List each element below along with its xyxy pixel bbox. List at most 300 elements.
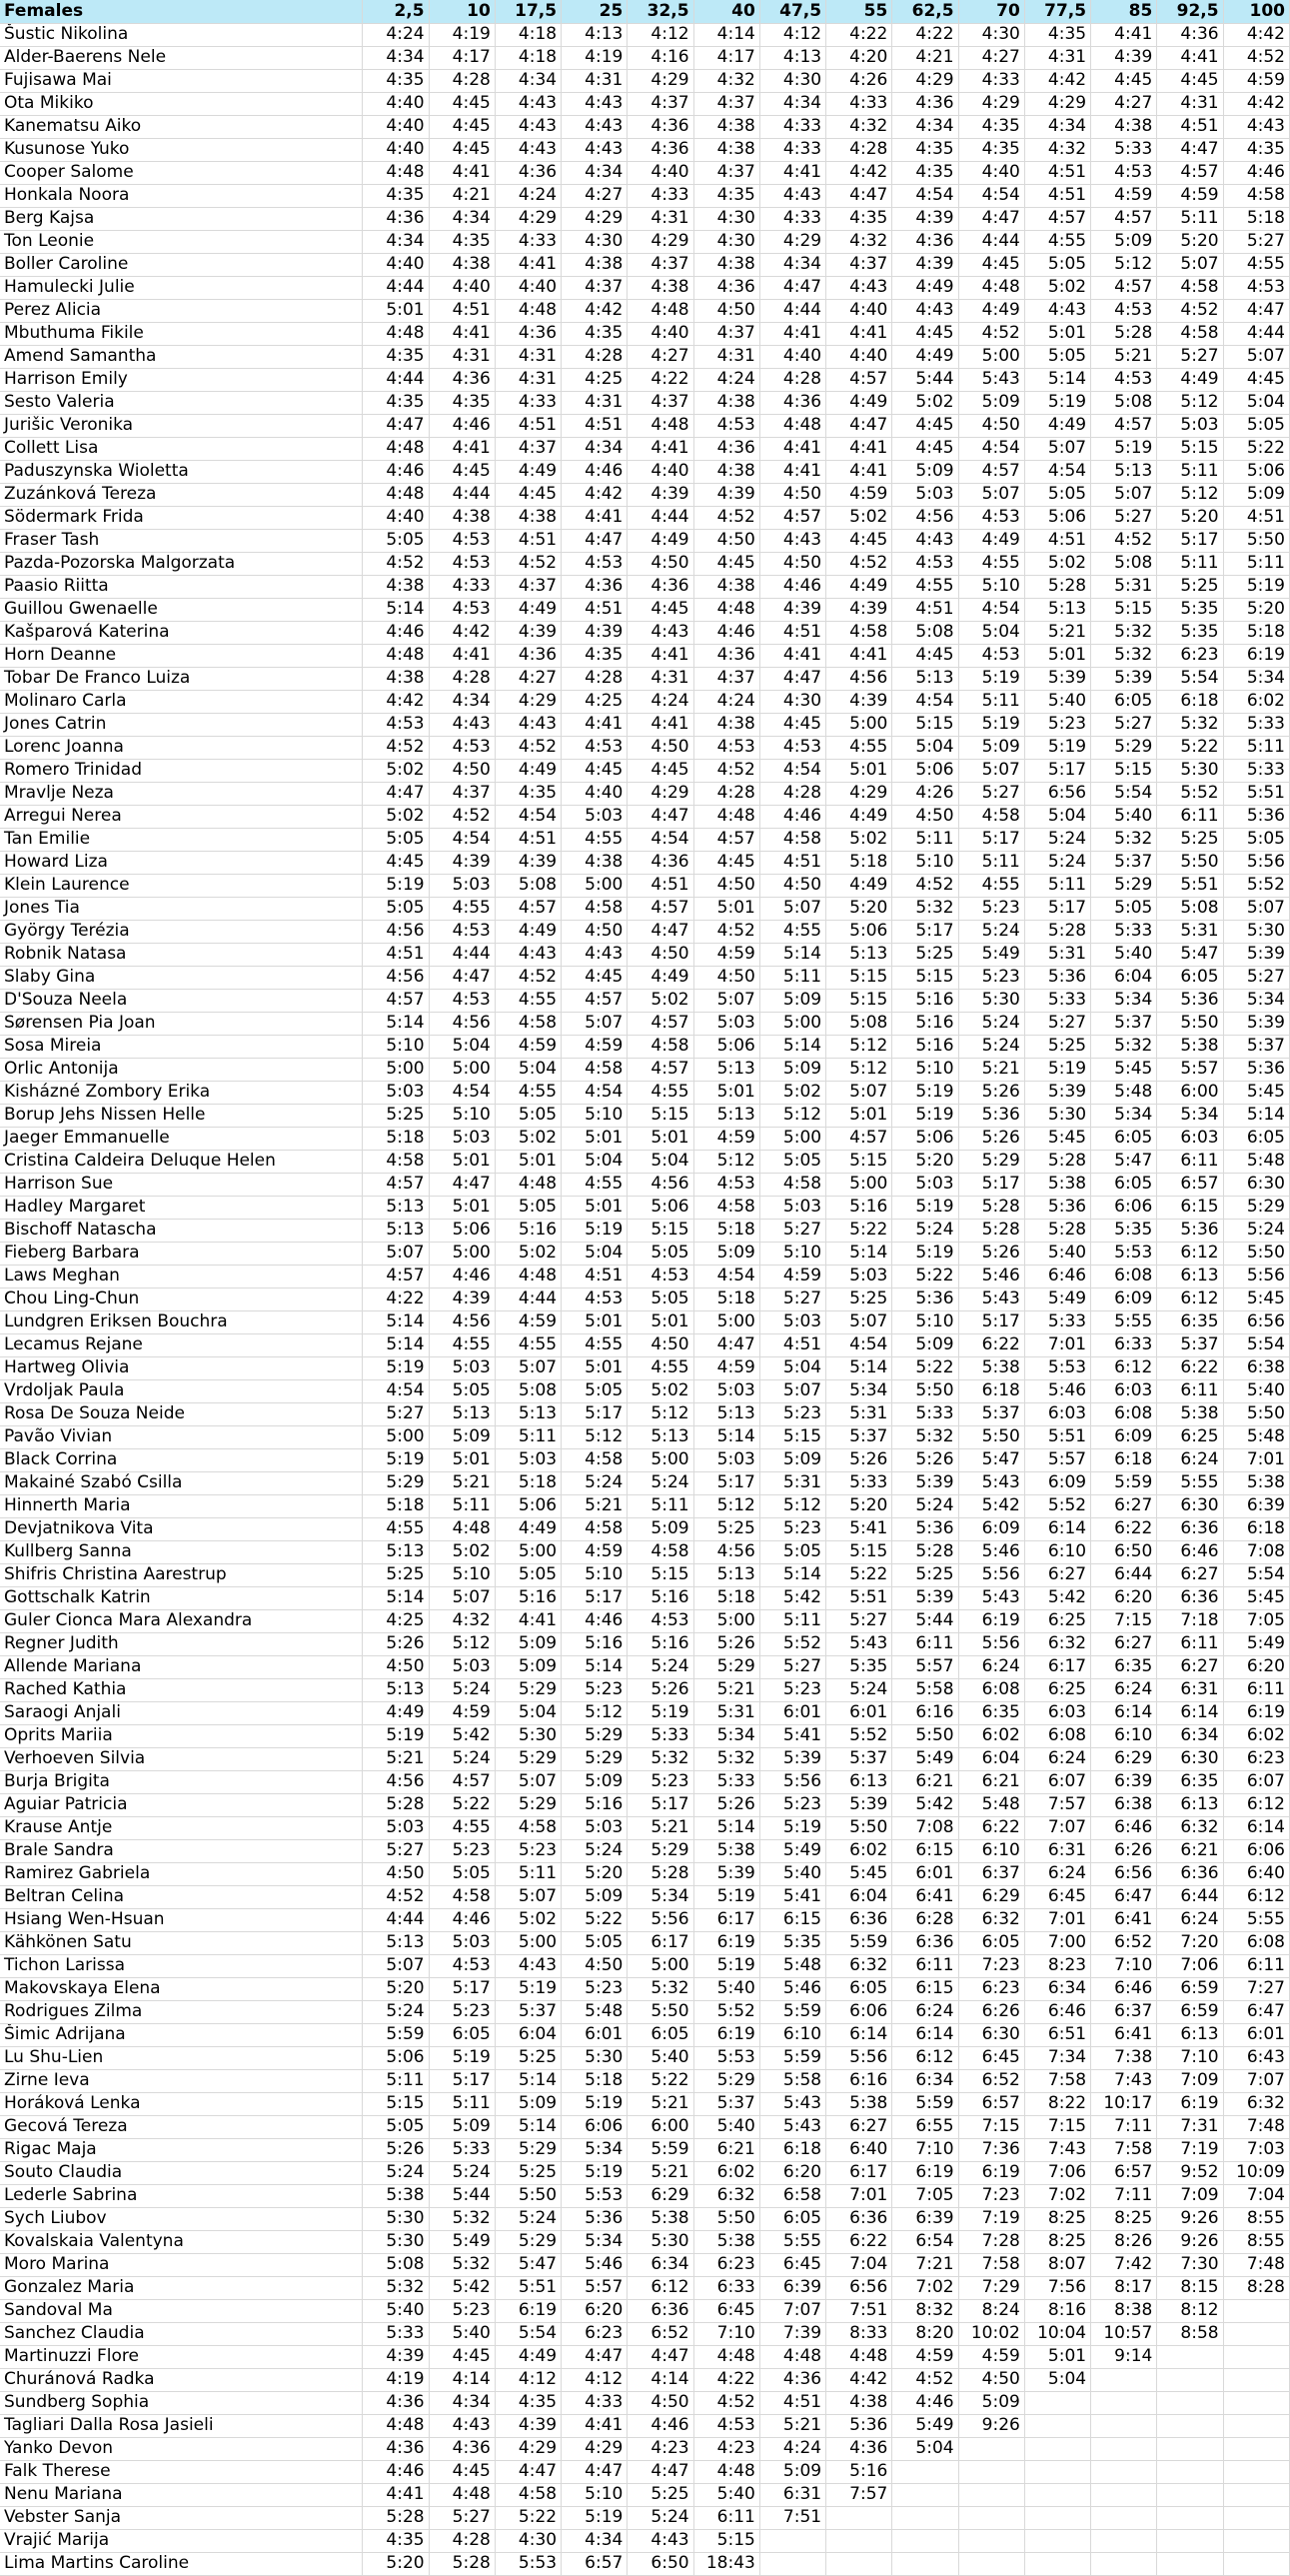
split-time-cell: 4:59 bbox=[892, 2345, 958, 2368]
column-header-distance: 92,5 bbox=[1157, 0, 1223, 23]
split-time-cell: 5:04 bbox=[892, 2437, 958, 2460]
split-time-cell: 4:39 bbox=[693, 483, 759, 506]
split-time-cell: 4:35 bbox=[1223, 138, 1289, 161]
split-time-cell: 5:30 bbox=[1157, 759, 1223, 782]
split-time-cell: 5:20 bbox=[826, 1494, 892, 1517]
split-time-cell: 6:44 bbox=[1091, 1563, 1157, 1586]
athlete-name-cell: Rosa De Souza Neide bbox=[0, 1402, 363, 1425]
split-time-cell: 4:39 bbox=[495, 621, 561, 644]
split-time-cell: 4:47 bbox=[628, 2345, 693, 2368]
split-time-cell: 4:57 bbox=[1091, 414, 1157, 437]
athlete-name-cell: György Terézia bbox=[0, 920, 363, 943]
athlete-name-cell: Rodrigues Zilma bbox=[0, 2000, 363, 2023]
table-row bbox=[0, 1517, 1290, 1540]
split-time-cell: 6:18 bbox=[759, 2138, 825, 2161]
table-row bbox=[0, 1885, 1290, 1908]
split-time-cell: 5:01 bbox=[1024, 2345, 1090, 2368]
split-time-cell: 6:12 bbox=[1157, 1242, 1223, 1265]
split-time-cell: 6:57 bbox=[958, 2092, 1024, 2115]
split-time-cell: 5:02 bbox=[429, 1540, 495, 1563]
split-time-cell: 5:01 bbox=[628, 1127, 693, 1150]
split-time-cell: 5:05 bbox=[429, 1862, 495, 1885]
split-time-cell: 6:12 bbox=[892, 2046, 958, 2069]
split-time-cell bbox=[1091, 2529, 1157, 2552]
split-time-cell bbox=[1223, 2345, 1289, 2368]
split-time-cell bbox=[1024, 2483, 1090, 2506]
split-time-cell: 5:15 bbox=[826, 989, 892, 1012]
split-time-cell: 4:25 bbox=[363, 1609, 429, 1632]
split-time-cell: 4:46 bbox=[363, 460, 429, 483]
split-time-cell: 5:11 bbox=[495, 1862, 561, 1885]
split-time-cell: 4:41 bbox=[429, 644, 495, 667]
table-row bbox=[0, 598, 1290, 621]
split-time-cell: 5:00 bbox=[363, 1058, 429, 1081]
split-time-cell: 5:11 bbox=[759, 1609, 825, 1632]
split-time-cell: 6:29 bbox=[1091, 1747, 1157, 1770]
split-time-cell: 4:44 bbox=[429, 943, 495, 966]
split-time-cell: 5:19 bbox=[429, 2046, 495, 2069]
split-time-cell: 4:58 bbox=[562, 897, 628, 920]
split-time-cell: 5:19 bbox=[892, 1196, 958, 1219]
split-time-cell: 4:34 bbox=[429, 2391, 495, 2414]
split-time-cell bbox=[826, 2529, 892, 2552]
split-time-cell: 5:49 bbox=[892, 2414, 958, 2437]
split-time-cell: 4:41 bbox=[562, 713, 628, 736]
athlete-name-cell: Sesto Valeria bbox=[0, 391, 363, 414]
split-time-cell: 6:46 bbox=[1091, 1816, 1157, 1839]
split-time-cell: 8:38 bbox=[1091, 2299, 1157, 2322]
split-time-cell: 4:48 bbox=[363, 161, 429, 184]
split-time-cell: 6:10 bbox=[958, 1839, 1024, 1862]
split-time-cell: 8:07 bbox=[1024, 2253, 1090, 2276]
split-time-cell: 7:23 bbox=[958, 1954, 1024, 1977]
split-time-cell: 7:07 bbox=[759, 2299, 825, 2322]
split-time-cell: 5:27 bbox=[429, 2506, 495, 2529]
split-time-cell: 4:30 bbox=[958, 23, 1024, 46]
split-time-cell: 5:08 bbox=[363, 2253, 429, 2276]
table-row bbox=[0, 1196, 1290, 1219]
split-time-cell: 5:03 bbox=[562, 1816, 628, 1839]
split-time-cell: 5:11 bbox=[429, 1494, 495, 1517]
split-time-cell: 4:19 bbox=[429, 23, 495, 46]
split-time-cell: 4:33 bbox=[759, 207, 825, 230]
split-time-cell: 5:52 bbox=[1157, 782, 1223, 805]
athlete-name-cell: Boller Caroline bbox=[0, 253, 363, 276]
split-time-cell: 4:31 bbox=[562, 391, 628, 414]
split-time-cell: 5:14 bbox=[363, 1586, 429, 1609]
split-time-cell: 4:57 bbox=[1091, 207, 1157, 230]
split-time-cell: 4:31 bbox=[1157, 92, 1223, 115]
split-time-cell: 5:43 bbox=[958, 368, 1024, 391]
athlete-name-cell: Sosa Mireia bbox=[0, 1035, 363, 1058]
table-row bbox=[0, 1908, 1290, 1931]
split-time-cell: 5:57 bbox=[1157, 1058, 1223, 1081]
split-time-cell bbox=[1223, 2414, 1289, 2437]
split-time-cell bbox=[1157, 2552, 1223, 2575]
split-time-cell: 4:55 bbox=[826, 736, 892, 759]
split-time-cell: 4:36 bbox=[363, 207, 429, 230]
table-row bbox=[0, 2552, 1290, 2575]
split-time-cell: 4:45 bbox=[1157, 69, 1223, 92]
column-header-distance: 10 bbox=[429, 0, 495, 23]
table-row bbox=[0, 621, 1290, 644]
split-time-cell: 6:05 bbox=[826, 1977, 892, 2000]
split-time-cell: 6:14 bbox=[1024, 1517, 1090, 1540]
split-time-cell: 8:55 bbox=[1223, 2230, 1289, 2253]
split-time-cell: 4:28 bbox=[826, 138, 892, 161]
split-time-cell: 6:18 bbox=[1157, 690, 1223, 713]
column-header-distance: 40 bbox=[693, 0, 759, 23]
split-time-cell: 7:03 bbox=[1223, 2138, 1289, 2161]
athlete-name-cell: Yanko Devon bbox=[0, 2437, 363, 2460]
table-row bbox=[0, 1839, 1290, 1862]
split-time-cell: 4:21 bbox=[892, 46, 958, 69]
split-time-cell: 5:01 bbox=[429, 1150, 495, 1173]
split-time-cell: 5:12 bbox=[1091, 253, 1157, 276]
split-time-cell: 7:39 bbox=[759, 2322, 825, 2345]
split-time-cell: 6:15 bbox=[1157, 1196, 1223, 1219]
split-time-cell: 4:47 bbox=[826, 184, 892, 207]
split-time-cell: 5:09 bbox=[693, 1242, 759, 1265]
split-time-cell: 5:15 bbox=[826, 966, 892, 989]
split-time-cell: 4:46 bbox=[759, 575, 825, 598]
split-time-cell: 5:24 bbox=[958, 1012, 1024, 1035]
split-time-cell: 5:00 bbox=[826, 1173, 892, 1196]
split-time-cell: 4:42 bbox=[1223, 92, 1289, 115]
split-time-cell: 5:35 bbox=[826, 1655, 892, 1678]
split-time-cell: 6:10 bbox=[759, 2023, 825, 2046]
split-time-cell: 4:28 bbox=[429, 667, 495, 690]
split-time-cell: 4:24 bbox=[693, 368, 759, 391]
split-time-cell: 5:03 bbox=[429, 1356, 495, 1379]
split-time-cell: 4:38 bbox=[562, 851, 628, 874]
athlete-name-cell: Rigac Maja bbox=[0, 2138, 363, 2161]
split-time-cell: 5:13 bbox=[892, 667, 958, 690]
split-time-cell: 8:33 bbox=[826, 2322, 892, 2345]
table-row bbox=[0, 138, 1290, 161]
split-time-cell: 5:41 bbox=[759, 1724, 825, 1747]
split-time-cell: 4:36 bbox=[759, 2368, 825, 2391]
split-time-cell: 5:23 bbox=[759, 1793, 825, 1816]
split-time-cell: 5:54 bbox=[1223, 1333, 1289, 1356]
split-time-cell: 5:59 bbox=[363, 2023, 429, 2046]
split-time-cell: 6:57 bbox=[1091, 2161, 1157, 2184]
split-time-cell: 4:54 bbox=[693, 1265, 759, 1288]
split-time-cell: 5:09 bbox=[759, 1448, 825, 1471]
split-time-cell: 8:25 bbox=[1024, 2230, 1090, 2253]
split-time-cell: 4:52 bbox=[495, 966, 561, 989]
split-time-cell: 5:43 bbox=[759, 2092, 825, 2115]
split-time-cell: 5:45 bbox=[1091, 1058, 1157, 1081]
split-time-cell: 4:41 bbox=[759, 322, 825, 345]
split-time-cell: 5:09 bbox=[958, 2391, 1024, 2414]
split-time-cell: 4:44 bbox=[429, 483, 495, 506]
split-time-cell bbox=[892, 2483, 958, 2506]
split-time-cell: 4:51 bbox=[429, 299, 495, 322]
split-time-cell: 5:58 bbox=[892, 1678, 958, 1701]
split-time-cell: 5:18 bbox=[826, 851, 892, 874]
split-time-cell: 5:44 bbox=[892, 1609, 958, 1632]
split-time-cell: 4:59 bbox=[1223, 69, 1289, 92]
split-time-cell bbox=[1091, 2483, 1157, 2506]
split-time-cell: 4:57 bbox=[826, 368, 892, 391]
split-time-cell: 5:31 bbox=[1091, 575, 1157, 598]
split-time-cell: 5:23 bbox=[759, 1517, 825, 1540]
split-time-cell: 6:05 bbox=[429, 2023, 495, 2046]
split-time-cell: 5:38 bbox=[1223, 1471, 1289, 1494]
athlete-name-cell: Hsiang Wen-Hsuan bbox=[0, 1908, 363, 1931]
split-time-cell: 6:25 bbox=[1024, 1609, 1090, 1632]
split-time-cell: 4:52 bbox=[1157, 299, 1223, 322]
split-time-cell: 5:55 bbox=[1091, 1310, 1157, 1333]
split-time-cell: 7:23 bbox=[958, 2184, 1024, 2207]
athlete-name-cell: Amend Samantha bbox=[0, 345, 363, 368]
split-time-cell: 18:43 bbox=[693, 2552, 759, 2575]
split-time-cell: 5:47 bbox=[1091, 1150, 1157, 1173]
split-time-cell: 4:41 bbox=[826, 437, 892, 460]
split-time-cell: 5:14 bbox=[693, 1816, 759, 1839]
split-time-cell: 4:41 bbox=[363, 2483, 429, 2506]
split-time-cell: 4:37 bbox=[495, 575, 561, 598]
split-time-cell: 4:43 bbox=[628, 621, 693, 644]
split-time-cell: 6:46 bbox=[1157, 1540, 1223, 1563]
split-time-cell: 4:53 bbox=[628, 1609, 693, 1632]
split-time-cell: 6:13 bbox=[1157, 1265, 1223, 1288]
split-time-cell: 4:45 bbox=[562, 759, 628, 782]
split-time-cell: 4:39 bbox=[363, 2345, 429, 2368]
split-time-cell: 6:32 bbox=[958, 1908, 1024, 1931]
split-time-cell: 5:26 bbox=[363, 1632, 429, 1655]
split-time-cell: 4:12 bbox=[562, 2368, 628, 2391]
split-time-cell: 4:59 bbox=[826, 483, 892, 506]
split-time-cell: 5:54 bbox=[1091, 782, 1157, 805]
split-time-cell: 6:52 bbox=[958, 2069, 1024, 2092]
split-time-cell: 4:59 bbox=[693, 1356, 759, 1379]
athlete-name-cell: Krause Antje bbox=[0, 1816, 363, 1839]
split-time-cell: 6:15 bbox=[892, 1839, 958, 1862]
split-time-cell: 4:35 bbox=[1024, 23, 1090, 46]
split-time-cell: 6:47 bbox=[1091, 1885, 1157, 1908]
split-time-cell: 5:12 bbox=[693, 1150, 759, 1173]
split-time-cell: 5:50 bbox=[1157, 1012, 1223, 1035]
split-time-cell: 4:40 bbox=[429, 276, 495, 299]
split-time-cell bbox=[1091, 2506, 1157, 2529]
split-time-cell: 5:48 bbox=[1223, 1150, 1289, 1173]
split-time-cell: 5:08 bbox=[892, 621, 958, 644]
athlete-name-cell: Kisházné Zombory Erika bbox=[0, 1081, 363, 1104]
split-time-cell: 4:44 bbox=[1223, 322, 1289, 345]
split-time-cell: 4:32 bbox=[1024, 138, 1090, 161]
split-time-cell: 6:14 bbox=[1091, 1701, 1157, 1724]
split-time-cell: 5:16 bbox=[892, 989, 958, 1012]
split-time-cell: 5:11 bbox=[892, 828, 958, 851]
split-time-cell: 5:03 bbox=[1157, 414, 1223, 437]
split-time-cell: 6:35 bbox=[1157, 1310, 1223, 1333]
split-time-cell: 7:57 bbox=[826, 2483, 892, 2506]
split-time-cell: 4:18 bbox=[495, 46, 561, 69]
split-time-cell: 6:56 bbox=[1223, 1310, 1289, 1333]
split-time-cell: 4:13 bbox=[562, 23, 628, 46]
split-time-cell: 4:46 bbox=[363, 2460, 429, 2483]
split-time-cell: 4:40 bbox=[495, 276, 561, 299]
athlete-name-cell: Bischoff Natascha bbox=[0, 1219, 363, 1242]
table-row bbox=[0, 1402, 1290, 1425]
split-time-cell: 6:22 bbox=[826, 2230, 892, 2253]
split-time-cell: 4:40 bbox=[628, 460, 693, 483]
athlete-name-cell: Gottschalk Katrin bbox=[0, 1586, 363, 1609]
split-time-cell: 4:24 bbox=[363, 23, 429, 46]
split-time-cell: 4:47 bbox=[363, 782, 429, 805]
athlete-name-cell: Mbuthuma Fikile bbox=[0, 322, 363, 345]
split-time-cell: 7:01 bbox=[1024, 1333, 1090, 1356]
split-time-cell: 5:25 bbox=[628, 2483, 693, 2506]
split-time-cell: 4:58 bbox=[693, 1196, 759, 1219]
column-header-distance: 47,5 bbox=[759, 0, 825, 23]
split-time-cell: 5:56 bbox=[759, 1770, 825, 1793]
split-time-cell: 5:05 bbox=[363, 529, 429, 552]
split-time-cell: 5:06 bbox=[892, 759, 958, 782]
table-row bbox=[0, 1219, 1290, 1242]
table-row bbox=[0, 276, 1290, 299]
split-time-cell: 4:34 bbox=[562, 2529, 628, 2552]
split-time-cell: 4:40 bbox=[628, 161, 693, 184]
split-time-cell: 4:36 bbox=[562, 575, 628, 598]
split-time-cell: 7:11 bbox=[1091, 2115, 1157, 2138]
split-time-cell: 5:19 bbox=[892, 1242, 958, 1265]
split-time-cell: 4:47 bbox=[628, 920, 693, 943]
split-time-cell: 4:52 bbox=[429, 805, 495, 828]
split-time-cell: 4:45 bbox=[429, 2460, 495, 2483]
split-time-cell: 4:24 bbox=[693, 690, 759, 713]
athlete-name-cell: Lima Martins Caroline bbox=[0, 2552, 363, 2575]
split-time-cell: 4:34 bbox=[429, 207, 495, 230]
split-time-cell: 4:30 bbox=[495, 2529, 561, 2552]
split-time-cell: 5:02 bbox=[892, 391, 958, 414]
split-time-cell: 5:00 bbox=[693, 1609, 759, 1632]
athlete-name-cell: Hinnerth Maria bbox=[0, 1494, 363, 1517]
split-time-cell: 5:12 bbox=[693, 1494, 759, 1517]
split-time-cell: 4:41 bbox=[759, 460, 825, 483]
split-time-cell: 5:13 bbox=[363, 1540, 429, 1563]
split-time-cell: 5:20 bbox=[562, 1862, 628, 1885]
split-time-cell: 5:10 bbox=[562, 2483, 628, 2506]
split-time-cell: 5:18 bbox=[693, 1586, 759, 1609]
split-time-cell: 5:08 bbox=[826, 1012, 892, 1035]
split-time-cell: 5:22 bbox=[562, 1908, 628, 1931]
split-time-cell: 5:57 bbox=[1024, 1448, 1090, 1471]
split-time-cell: 4:34 bbox=[495, 69, 561, 92]
split-time-cell: 4:56 bbox=[363, 966, 429, 989]
split-time-cell: 5:46 bbox=[958, 1540, 1024, 1563]
split-time-cell: 4:55 bbox=[958, 874, 1024, 897]
split-time-cell: 6:19 bbox=[693, 2023, 759, 2046]
athlete-name-cell: Nenu Mariana bbox=[0, 2483, 363, 2506]
athlete-name-cell: Sych Liubov bbox=[0, 2207, 363, 2230]
split-time-cell: 5:11 bbox=[759, 966, 825, 989]
split-time-cell: 5:14 bbox=[363, 1012, 429, 1035]
split-time-cell: 5:25 bbox=[693, 1517, 759, 1540]
split-time-cell: 5:12 bbox=[1157, 483, 1223, 506]
split-time-cell: 5:33 bbox=[1091, 138, 1157, 161]
split-time-cell: 4:29 bbox=[628, 782, 693, 805]
split-time-cell: 4:35 bbox=[892, 161, 958, 184]
split-time-cell: 4:35 bbox=[495, 2391, 561, 2414]
split-time-cell: 5:48 bbox=[1091, 1081, 1157, 1104]
split-time-cell: 4:43 bbox=[892, 299, 958, 322]
split-time-cell: 4:57 bbox=[363, 1265, 429, 1288]
split-time-cell: 5:17 bbox=[1024, 759, 1090, 782]
split-time-cell: 5:21 bbox=[628, 2092, 693, 2115]
split-time-cell: 6:07 bbox=[1223, 1770, 1289, 1793]
table-row bbox=[0, 1862, 1290, 1885]
split-time-cell: 5:27 bbox=[958, 782, 1024, 805]
split-time-cell: 5:18 bbox=[1223, 207, 1289, 230]
split-time-cell: 4:48 bbox=[363, 322, 429, 345]
split-time-cell: 4:27 bbox=[628, 345, 693, 368]
split-time-cell: 6:52 bbox=[1091, 1931, 1157, 1954]
split-time-cell: 6:56 bbox=[1091, 1862, 1157, 1885]
table-row bbox=[0, 667, 1290, 690]
split-time-cell: 5:12 bbox=[759, 1494, 825, 1517]
split-time-cell: 6:50 bbox=[1091, 1540, 1157, 1563]
split-time-cell: 4:45 bbox=[1091, 69, 1157, 92]
table-row bbox=[0, 2506, 1290, 2529]
split-time-cell: 5:05 bbox=[759, 1150, 825, 1173]
split-time-cell: 4:53 bbox=[958, 644, 1024, 667]
split-time-cell: 4:41 bbox=[429, 437, 495, 460]
split-time-cell: 6:18 bbox=[958, 1379, 1024, 1402]
athlete-name-cell: Sundberg Sophia bbox=[0, 2391, 363, 2414]
split-time-cell: 5:07 bbox=[429, 1586, 495, 1609]
split-time-cell: 5:43 bbox=[759, 2115, 825, 2138]
split-time-cell: 4:48 bbox=[759, 2345, 825, 2368]
split-time-cell: 5:10 bbox=[562, 1104, 628, 1127]
split-time-cell: 4:37 bbox=[628, 253, 693, 276]
table-row bbox=[0, 1081, 1290, 1104]
split-time-cell: 4:46 bbox=[363, 621, 429, 644]
split-time-cell: 5:09 bbox=[892, 460, 958, 483]
split-time-cell: 4:57 bbox=[693, 828, 759, 851]
split-time-cell: 5:03 bbox=[693, 1012, 759, 1035]
split-time-cell: 4:26 bbox=[892, 782, 958, 805]
split-time-cell: 6:22 bbox=[1091, 1517, 1157, 1540]
athlete-name-cell: Hamulecki Julie bbox=[0, 276, 363, 299]
split-time-cell: 4:31 bbox=[628, 667, 693, 690]
split-time-cell: 6:59 bbox=[1157, 1977, 1223, 2000]
table-row bbox=[0, 1104, 1290, 1127]
split-time-cell bbox=[1091, 2460, 1157, 2483]
athlete-name-cell: Tobar De Franco Luiza bbox=[0, 667, 363, 690]
split-time-cell: 5:19 bbox=[1223, 575, 1289, 598]
split-time-cell: 5:38 bbox=[1024, 1173, 1090, 1196]
split-time-cell: 6:08 bbox=[1091, 1265, 1157, 1288]
split-time-cell: 4:49 bbox=[826, 575, 892, 598]
split-time-cell: 5:36 bbox=[1223, 805, 1289, 828]
table-row bbox=[0, 2414, 1290, 2437]
split-time-cell: 4:52 bbox=[363, 736, 429, 759]
split-time-cell: 4:51 bbox=[1024, 184, 1090, 207]
split-time-cell: 5:24 bbox=[958, 1035, 1024, 1058]
split-time-cell: 5:04 bbox=[958, 621, 1024, 644]
split-time-cell: 5:19 bbox=[958, 667, 1024, 690]
split-time-cell: 4:54 bbox=[892, 690, 958, 713]
split-time-cell: 5:00 bbox=[826, 713, 892, 736]
split-time-cell: 4:51 bbox=[1024, 529, 1090, 552]
split-time-cell: 7:15 bbox=[1024, 2115, 1090, 2138]
split-time-cell: 5:24 bbox=[826, 1678, 892, 1701]
split-time-cell: 7:02 bbox=[1024, 2184, 1090, 2207]
split-time-cell: 7:04 bbox=[1223, 2184, 1289, 2207]
